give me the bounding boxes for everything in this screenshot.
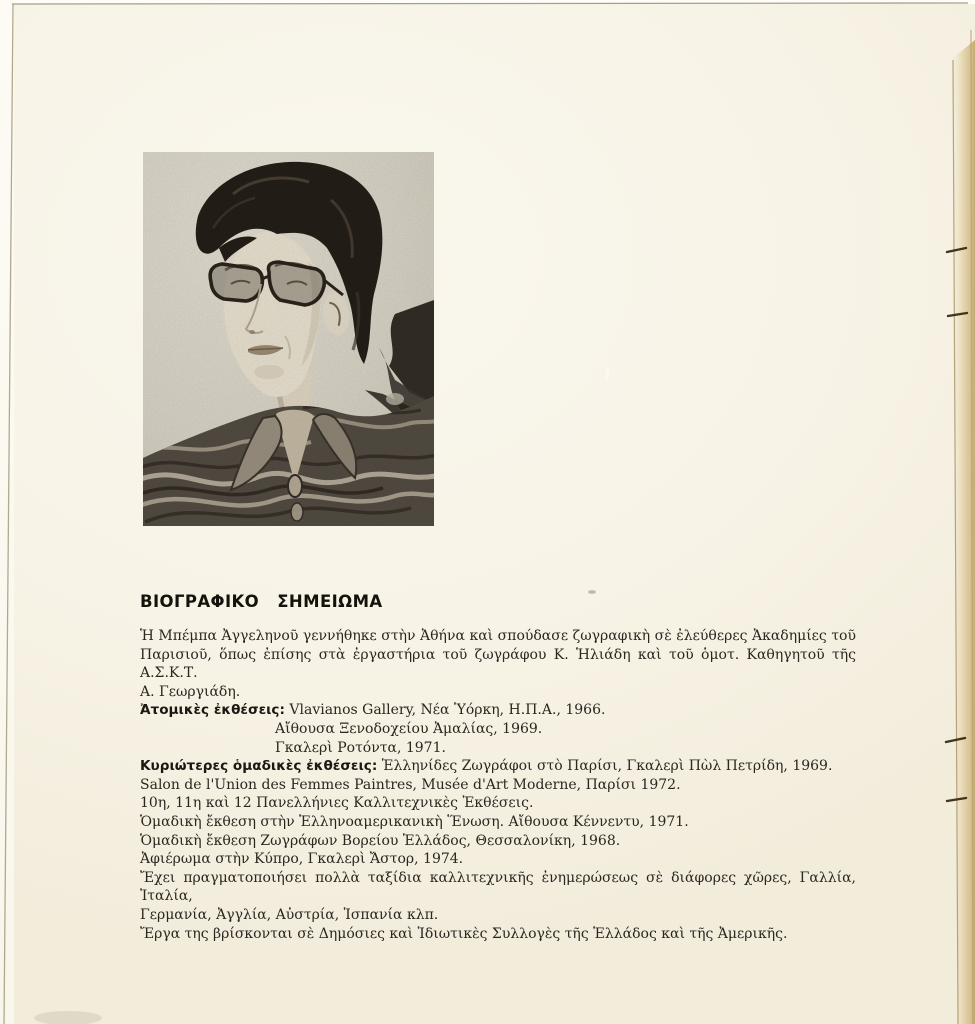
bio-line: Α. Γεωργιάδη. [140,683,241,700]
biography-text [140,627,856,943]
bio-line-label: Κυριώτερες ὁμαδικὲς ἐκθέσεις: [140,758,378,775]
bio-line: Ἡ Μπέμπα Ἀγγεληνοῦ γεννήθηκε στὴν Ἀθήνα καὶ σπούδασε ζωγραφικὴ σὲ ἐλεύθερες Ἀκαδημίες τοῦ [140,628,856,644]
bio-line: Αἴθουσα Ξενοδοχείου Ἀμαλίας, 1969. [275,720,543,737]
bio-line: Γκαλερὶ Ροτόντα, 1971. [275,739,446,756]
bio-line: Παρισιοῦ, ὅπως ἐπίσης στὰ ἐργαστήρια τοῦ ζωγράφου Κ. Ἡλιάδη καὶ τοῦ ὁμοτ. Καθηγητοῦ τῆς Α.Σ.Κ.Τ. [140,646,856,682]
bio-line-text: Ἑλληνίδες Ζωγράφοι στὸ Παρίσι, Γκαλερὶ Πὼλ Πετρίδη, 1969. [377,758,833,775]
portrait-photo-illustration [143,152,434,526]
bio-line: Ὁμαδικὴ ἔκθεση Ζωγράφων Βορείου Ἑλλάδος, Θεσσαλονίκη, 1968. [140,832,621,849]
bio-line: Ἔχει πραγματοποιήσει πολλὰ ταξίδια καλλιτεχνικῆς ἐνημερώσεως σὲ διάφορες χῶρες, Γαλλία, Ἰταλία, [140,869,856,905]
bio-line: Ἀφιέρωμα στὴν Κύπρο, Γκαλερὶ Ἄστορ, 1974. [140,851,464,868]
bio-line: Ἔργα της βρίσκονται σὲ Δημόσιες καὶ Ἰδιωτικὲς Συλλογὲς τῆς Ἑλλάδος καὶ τῆς Ἀμερικῆς. [140,925,788,942]
portrait-photo [143,152,434,526]
bio-line-text: Vlavianos Gallery, Νέα Ὑόρκη, Η.Π.Α., 1966. [284,702,606,719]
page-title: ΒΙΟΓΡΑΦΙΚΟ ΣΗΜΕΙΩΜΑ [140,592,383,611]
bio-line: Ὁμαδικὴ ἔκθεση στὴν Ἑλληνοαμερικανικὴ Ἕνωση. Αἴθουσα Κέννεντυ, 1971. [140,813,689,830]
scan-margin-top [0,0,975,4]
bio-line [140,757,856,776]
bio-line-label: Ἀτομικὲς ἐκθέσεις: [140,702,285,719]
bio-line [140,701,856,720]
bio-line: Salon de l'Union des Femmes Paintres, Musée d'Art Moderne, Παρίσι 1972. [140,776,681,793]
bio-line: Γερμανία, Ἀγγλία, Αὐστρία, Ἱσπανία κλπ. [140,906,439,923]
bio-line: 10η, 11η καὶ 12 Πανελλήνιες Καλλιτεχνικὲς Ἐκθέσεις. [140,795,534,812]
scan-margin-left [0,0,14,1024]
